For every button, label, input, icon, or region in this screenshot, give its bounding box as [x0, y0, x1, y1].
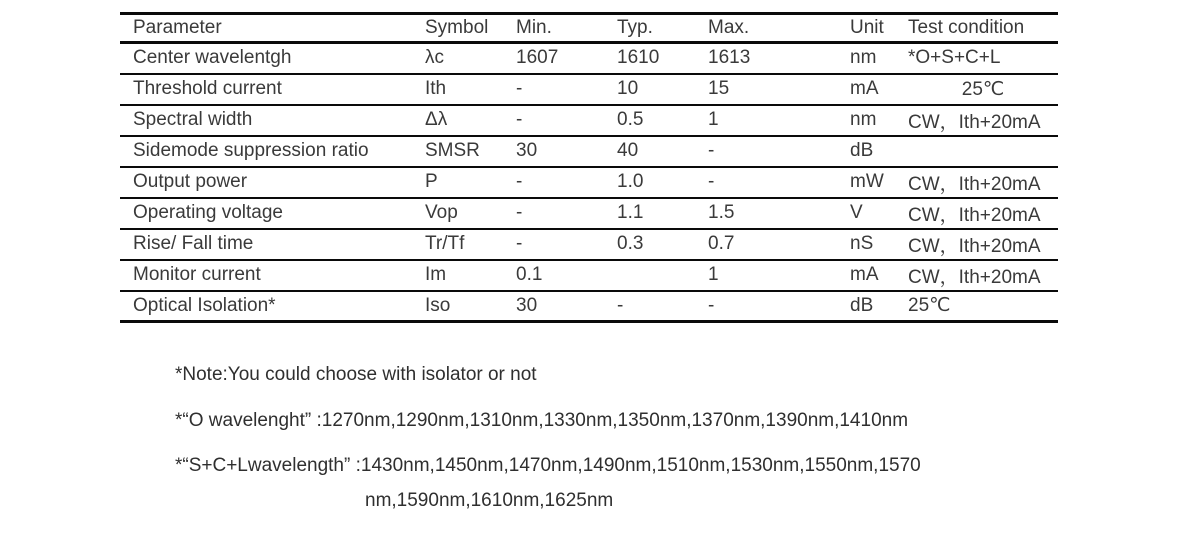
- cell-parameter: Operating voltage: [120, 198, 425, 229]
- cell-min: 30: [516, 136, 617, 167]
- cell-min: 30: [516, 294, 538, 316]
- cell-test-condition: CW，Ith+20mA: [908, 105, 1058, 136]
- cell-min: 1607: [516, 43, 617, 74]
- cell-symbol: Δλ: [425, 105, 516, 136]
- cell-max: -: [708, 167, 850, 198]
- cell-test-condition: CW，Ith+20mA: [908, 229, 1058, 260]
- header-row: [120, 14, 1058, 43]
- cell-symbol: SMSR: [425, 136, 516, 167]
- cell-unit: V: [850, 198, 908, 229]
- table-row: [120, 74, 1058, 105]
- cell-typ: 1.1: [617, 198, 708, 229]
- note-isolator: *Note:You could choose with isolator or not: [175, 364, 537, 385]
- cell-symbol: Vop: [425, 198, 516, 229]
- cell-typ: 0.3: [617, 229, 708, 260]
- cell-test-condition: *O+S+C+L: [908, 43, 1058, 74]
- spec-table: [120, 12, 1058, 323]
- cell-unit: mA: [850, 74, 908, 105]
- table-row: [120, 291, 1058, 322]
- cell-typ: 1.0: [617, 167, 708, 198]
- col-header-typ: Typ.: [617, 14, 708, 43]
- spec-table-header: [120, 14, 1058, 43]
- cell-max: 15: [708, 74, 850, 105]
- cell-parameter: Optical Isolation*: [133, 294, 276, 316]
- cell-test-condition: CW，Ith+20mA: [908, 198, 1058, 229]
- cell-parameter: Sidemode suppression ratio: [120, 136, 425, 167]
- col-header-symbol: Symbol: [425, 14, 516, 43]
- cell-test-condition: CW，Ith+20mA: [908, 260, 1058, 291]
- table-row: [120, 198, 1058, 229]
- col-header-test-condition: Test condition: [908, 14, 1058, 43]
- cell-parameter: Output power: [120, 167, 425, 198]
- cell-symbol: P: [425, 167, 516, 198]
- spec-table-body: [120, 43, 1058, 322]
- table-row: [120, 105, 1058, 136]
- table-row: [120, 167, 1058, 198]
- cell-unit: mW: [850, 167, 908, 198]
- col-header-min: Min.: [516, 14, 617, 43]
- cell-max: 1: [708, 105, 850, 136]
- cell-test-condition: 25℃: [908, 295, 951, 317]
- cell-max: 1.5: [708, 198, 850, 229]
- spec-table-container: [120, 12, 1058, 323]
- cell-test-condition: 25℃: [908, 74, 1058, 105]
- table-row: [120, 229, 1058, 260]
- cell-unit: dB: [850, 294, 874, 316]
- cell-max: 0.7: [708, 229, 850, 260]
- cell-symbol: λc: [425, 43, 516, 74]
- table-row: [120, 136, 1058, 167]
- cell-min: -: [516, 198, 617, 229]
- cell-max: -: [708, 136, 850, 167]
- cell-unit: nS: [850, 229, 908, 260]
- cell-typ: 40: [617, 136, 708, 167]
- col-header-unit: Unit: [850, 14, 908, 43]
- cell-min: -: [516, 105, 617, 136]
- cell-symbol: Ith: [425, 74, 516, 105]
- cell-min: -: [516, 167, 617, 198]
- cell-typ: 1610: [617, 43, 708, 74]
- cell-unit: nm: [850, 105, 908, 136]
- cell-typ: [617, 260, 708, 291]
- table-row: [120, 260, 1058, 291]
- cell-test-condition: CW，Ith+20mA: [908, 167, 1058, 198]
- cell-unit: nm: [850, 43, 908, 74]
- cell-min: 0.1: [516, 260, 617, 291]
- cell-min: -: [516, 229, 617, 260]
- cell-symbol: Im: [425, 260, 516, 291]
- table-row: [120, 43, 1058, 74]
- cell-parameter: Monitor current: [120, 260, 425, 291]
- cell-test-condition: [908, 136, 1058, 167]
- note-scl-wavelength-line2: nm,1590nm,1610nm,1625nm: [365, 490, 614, 511]
- cell-max: 1613: [708, 43, 850, 74]
- cell-parameter: Center wavelentgh: [120, 43, 425, 74]
- cell-max: 1: [708, 260, 850, 291]
- cell-parameter: Rise/ Fall time: [120, 229, 425, 260]
- col-header-max: Max.: [708, 14, 850, 43]
- cell-unit: dB: [850, 136, 908, 167]
- cell-symbol: Iso: [425, 294, 451, 316]
- cell-max: -: [708, 294, 715, 316]
- cell-unit: mA: [850, 260, 908, 291]
- cell-typ: -: [617, 294, 624, 316]
- cell-parameter: Spectral width: [120, 105, 425, 136]
- cell-min: -: [516, 74, 617, 105]
- cell-parameter: Threshold current: [120, 74, 425, 105]
- cell-typ: 10: [617, 74, 708, 105]
- note-scl-wavelength-line1: *“S+C+Lwavelength” :1430nm,1450nm,1470nm,1490nm,1510nm,1530nm,1550nm,1570: [175, 455, 921, 476]
- col-header-parameter: Parameter: [120, 14, 425, 43]
- cell-typ: 0.5: [617, 105, 708, 136]
- note-o-wavelength: *“O wavelenght” :1270nm,1290nm,1310nm,1330nm,1350nm,1370nm,1390nm,1410nm: [175, 410, 909, 431]
- cell-symbol: Tr/Tf: [425, 229, 516, 260]
